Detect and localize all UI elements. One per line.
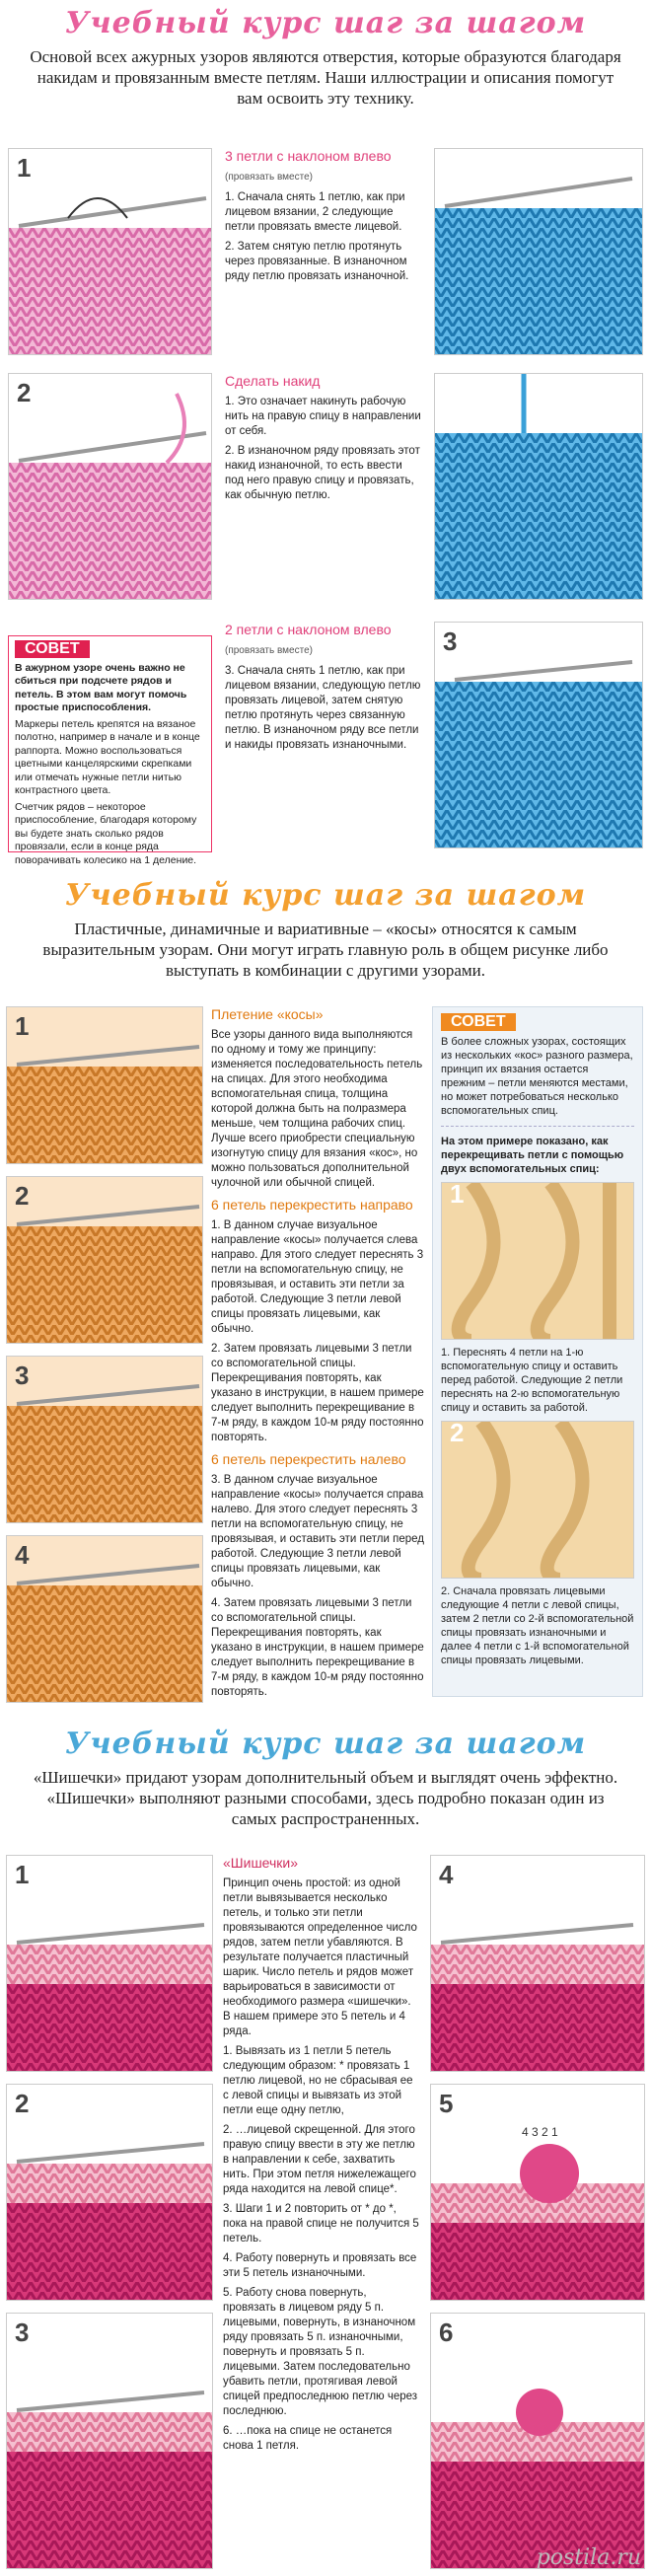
cable-illustration-1 [6, 1006, 203, 1164]
knit-fabric-pink [9, 374, 212, 600]
knit-fabric-orange [7, 1536, 203, 1703]
step-number: 6 [439, 2318, 454, 2347]
step-subheading: (провязать вместе) [225, 172, 313, 183]
lace-illustration-2 [8, 373, 212, 600]
step-number: 4 [439, 1860, 454, 1889]
knit-fabric-magenta [431, 2085, 645, 2301]
step-paragraph: 1. Вывязать из 1 петли 5 петель следующим образом: * провязать 1 петлю лицевой, но не сбрасывая ее с левой спицы и вывязать из этой петли еще одну петлю, [223, 2045, 413, 2116]
step-paragraph: 5. Работу снова повернуть, провязать в лицевом ряду 5 п. лицевыми, повернуть, в изнаночном ряду провязать 5 п. изнаночными, повернуть и провязать 5 п. лицевыми. Затем последовательно убавить петли, протягивая левой спицей предпоследнюю петлю через последнюю. [223, 2287, 418, 2417]
step-number: 3 [15, 2318, 30, 2347]
step-paragraph: 3. В данном случае визуальное направление «косы» получается справа налево. Для этого следует переснять 3 петли на вспомогательную спицу, не провязывая, и оставить эти петли перед работой. Следующие 3 петли левой спицы провязать лицевыми, как обычно. [211, 1474, 425, 1589]
step-paragraph: 2. Затем снятую петлю протянуть через провязанные. В изнаночном ряду петлю провязать изнаночной. [225, 241, 409, 282]
step-heading: «Шишечки» [223, 1855, 299, 1871]
step-subheading: (провязать вместе) [225, 645, 313, 656]
step-paragraph: Все узоры данного вида выполняются по одному и тому же принципу: изменяется последовательность петель на спицах. Для этого необходима вспомогательная спица, толщина которой должна быть на полразмера меньше, чем толщина рабочих спиц. Лучше всего приобрести специальную изогнутую спицу для вязания «кос», но можно пользоваться дополнительной чулочной или обычной спицей. [211, 1029, 423, 1189]
step-heading: 3 петли с наклоном влево [225, 148, 392, 164]
tip-paragraph: 2. Сначала провязать лицевыми следующие 4 петли с левой спицы, затем 2 петли со 2-й вспомогательной спицы провязать изнаночными и далее 4 петли с 1-й вспомогательной спицы провязать лицевыми. [441, 1585, 634, 1666]
section-bobbles [0, 1717, 651, 2576]
cable-illustration-3 [6, 1356, 203, 1523]
step-number: 4 [15, 1540, 30, 1570]
knit-fabric-magenta [7, 2314, 213, 2569]
tip-tag: СОВЕТ [15, 640, 90, 658]
section-title: Учебный курс шаг за шагом [64, 6, 587, 40]
step-paragraph: 4. Затем провязать лицевыми 3 петли со вспомогательной спицы. Перекрещивания повторять, как указано в инструкции, в нашем примере следует выполнить перекрещивание в 7-м ряду, в каждом 10-м ряду постоянно повторять. [211, 1597, 424, 1698]
tip-paragraph: Маркеры петель крепятся на вязаное полотно, например в начале и в конце раппорта. Можно воспользоваться цветными канцелярскими скрепками или отмечать нужные петли нитью контрастного цвета. [15, 717, 200, 796]
bobbles-text [223, 1855, 420, 2459]
step-paragraph: 2. …лицевой скрещенной. Для этого правую спицу ввести в эту же петлю в направлении к себе, захватить нить. При этом петля нижележащего ряда находится на левой спице*. [223, 2124, 416, 2195]
step-heading: 6 петель перекрестить налево [211, 1451, 406, 1467]
step-number: 3 [15, 1361, 30, 1390]
step-number: 2 [15, 2089, 30, 2118]
tip-paragraph: Счетчик рядов – некоторое приспособление, благодаря которому вы будете знать сколько рядов провязали, если в конце ряда поворачивать колесико на 1 деление. [15, 800, 197, 866]
step1-text [225, 148, 422, 289]
step-number: 1 [450, 1179, 465, 1209]
section-intro: «Шишечки» придают узорам дополнительный объем и выглядят очень эффектно. «Шишечки» выполняют разными способами, здесь подробно показан один из самых распространенных. [33, 1768, 618, 1828]
cables-text [211, 1006, 424, 1705]
lace-illustration-blue-2 [434, 373, 643, 600]
section-cables [0, 868, 651, 1717]
step-number: 2 [450, 1418, 465, 1447]
knit-fabric-blue [435, 623, 643, 848]
cable-knit-cream [442, 1179, 635, 1339]
step-number: 5 [439, 2089, 454, 2118]
step-paragraph: Принцип очень простой: из одной петли вывязывается несколько петель, и только эти петли провязываются определенное число рядов, затем петли убавляются. В результате получается пластичный шарик. Число петель и рядов может варьироваться в зависимости от необходимого размера «шишечки». В нашем примере это 5 петель и 4 ряда. [223, 1877, 417, 2037]
cable-knit-cream [442, 1418, 635, 1578]
bobble-illustration-4 [430, 1855, 645, 2072]
tip-box [8, 635, 212, 866]
tip-paragraph: В ажурном узоре очень важно не сбиться при подсчете рядов и петель. В этом вам могут помочь простые приспособления. [15, 661, 187, 713]
step-heading: 6 петель перекрестить направо [211, 1197, 413, 1213]
step-paragraph: 3. Сначала снять 1 петлю, как при лицевом вязании, следующую петлю провязать лицевой, затем снятую петлю протянуть через связанную петлю. В изнаночном ряду все петли и накиды провязать изнаночными. [225, 665, 421, 751]
lace-illustration-1 [8, 148, 212, 355]
cable-photo-2 [441, 1418, 634, 1579]
section-lace [0, 0, 651, 868]
tip-paragraph: На этом примере показано, как перекрещивать петли с помощью двух вспомогательных спиц: [441, 1136, 624, 1175]
step-number: 1 [17, 153, 32, 183]
tip-tag: СОВЕТ [441, 1013, 516, 1031]
section-title: Учебный курс шаг за шагом [64, 1727, 587, 1761]
section-intro: Пластичные, динамичные и вариативные – «косы» относятся к самым выразительным узорам. Они могут играть главную роль в общем рисунке либо выступать в комбинации с другими узорами. [42, 920, 609, 980]
step-paragraph: 2. Затем провязать лицевыми 3 петли со вспомогательной спицы. Перекрещивания повторять, как указано в инструкции, в нашем примере следует выполнить перекрещивание в 7-м ряду, в каждом 10-м ряду постоянно повторять. [211, 1343, 424, 1443]
knit-fabric-magenta [7, 2085, 213, 2301]
step-paragraph: 6. …пока на спице не останется снова 1 петля. [223, 2425, 393, 2452]
knit-fabric-magenta [431, 2314, 645, 2569]
step-number: 2 [17, 378, 32, 407]
step-heading: 2 петли с наклоном влево [225, 622, 392, 637]
knit-fabric-orange [7, 1357, 203, 1523]
step-number: 1 [15, 1860, 30, 1889]
lace-illustration-blue-3 [434, 622, 643, 848]
bobble-illustration-5 [430, 2084, 645, 2301]
cable-illustration-4 [6, 1535, 203, 1703]
step-paragraph: 1. В данном случае визуальное направление «косы» получается слева направо. Для этого следует переснять 3 петли на вспомогательную спицу, не провязывая, и оставить эти петли за работой. Следующие 3 петли левой спицы провязать лицевыми, как обычно. [211, 1219, 424, 1335]
step3-text [225, 622, 422, 758]
knit-fabric-blue [435, 374, 643, 600]
knit-fabric-magenta [431, 1856, 645, 2072]
step-number: 3 [443, 626, 458, 656]
divider [441, 1126, 634, 1127]
bobble-illustration-6 [430, 2313, 645, 2569]
row-counter-label: 4 3 2 1 [522, 2125, 558, 2139]
tip-paragraph: В более сложных узорах, состоящих из нескольких «кос» разного размера, принцип их вязания остается прежним – петли меняются местами, но может потребоваться несколько вспомогательных спиц. [441, 1036, 633, 1117]
step2-text [225, 373, 422, 508]
tip-box [432, 1006, 643, 1697]
tip-paragraph: 1. Переснять 4 петли на 1-ю вспомогательную спицу и оставить перед работой. Следующие 2 петли переснять на 2-ю вспомогательную спицу и оставить за работой. [441, 1347, 623, 1414]
step-paragraph: 3. Шаги 1 и 2 повторить от * до *, пока на правой спице не получится 5 петель. [223, 2203, 419, 2245]
bobble-illustration-3 [6, 2313, 213, 2569]
knit-fabric-blue [435, 149, 643, 355]
cable-illustration-2 [6, 1176, 203, 1344]
knit-fabric-magenta [7, 1856, 213, 2072]
step-number: 1 [15, 1011, 30, 1041]
site-watermark: postila.ru [536, 2545, 641, 2570]
knit-fabric-orange [7, 1177, 203, 1344]
lace-illustration-blue-1 [434, 148, 643, 355]
bobble-illustration-2 [6, 2084, 213, 2301]
section-intro: Основой всех ажурных узоров являются отверстия, которые образуются благодаря накидам и провязанным вместе петлям. Наши иллюстрации и описания помогут вам освоить эту технику. [30, 47, 621, 108]
step-paragraph: 2. В изнаночном ряду провязать этот накид изнаночной, то есть ввести под него правую спицу и провязать, как обычную петлю. [225, 445, 420, 501]
step-heading: Плетение «косы» [211, 1006, 324, 1022]
section-title: Учебный курс шаг за шагом [64, 878, 587, 913]
step-number: 2 [15, 1181, 30, 1211]
cable-photo-1 [441, 1179, 634, 1340]
step-paragraph: 1. Это означает накинуть рабочую нить на правую спицу в направлении от себя. [225, 396, 421, 437]
knit-fabric-pink [9, 149, 212, 355]
step-heading: Сделать накид [225, 373, 321, 389]
step-paragraph: 1. Сначала снять 1 петлю, как при лицевом вязании, 2 следующие петли провязать вместе лицевой. [225, 191, 405, 233]
knit-fabric-orange [7, 1007, 203, 1164]
bobble-illustration-1 [6, 1855, 213, 2072]
step-paragraph: 4. Работу повернуть и провязать все эти 5 петель изнаночными. [223, 2252, 417, 2279]
